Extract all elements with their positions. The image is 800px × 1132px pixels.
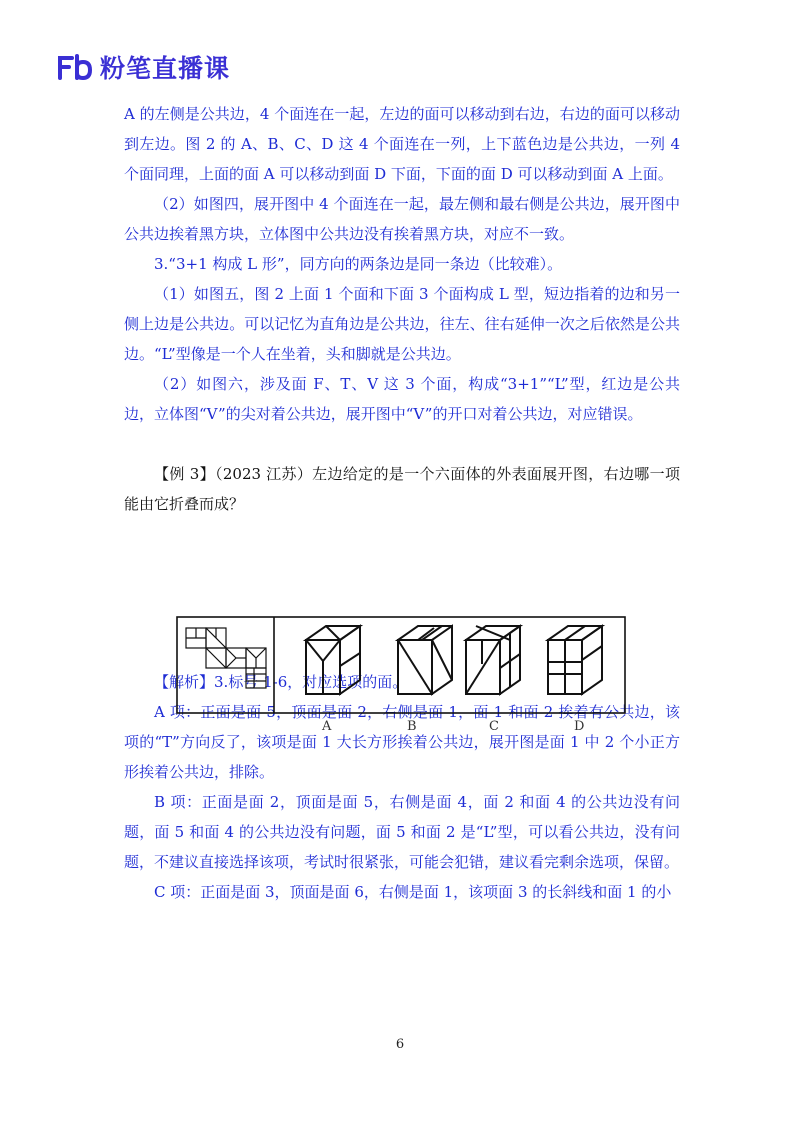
fb-logo-icon <box>58 54 94 80</box>
document-body <box>124 99 680 907</box>
analysis-intro-text: 3.标号 1-6，对应选项的面。 <box>214 673 408 691</box>
paragraph-rule-three: 3.“3+1 构成 L 形”，同方向的两条边是同一条边（比较难）。 <box>154 255 563 273</box>
option-c-cube <box>466 626 520 694</box>
analysis-item-a: A 项：正面是面 5，顶面是面 2，右侧是面 1，面 1 和面 2 挨着有公共边，该项的“T”方向反了，该项是面 1 大长方形挨着公共边，展开图是面 1 中 2 个小正方形挨着公共边，排除。 <box>124 703 680 781</box>
analysis-label: 【解析】 <box>154 673 215 691</box>
brand-logo <box>58 50 230 84</box>
analysis-item-c: C 项：正面是面 3，顶面是面 6，右侧是面 1，该项面 3 的长斜线和面 1 的小 <box>154 883 672 901</box>
page-number: 6 <box>395 1037 405 1052</box>
option-a-cube <box>306 626 360 694</box>
analysis-item-b: B 项：正面是面 2，顶面是面 5，右侧是面 4，面 2 和面 4 的公共边没有问题，面 5 和面 4 的公共边没有问题，面 5 和面 2 是“L”型，可以看公共边，没有问题，不建议直接选择该项，考试时很紧张，可能会犯错，建议看完剩余选项，保留。 <box>124 793 680 871</box>
example-label: 【例 3】 <box>154 465 216 483</box>
option-b-cube <box>398 626 452 694</box>
figure-frame <box>177 617 625 713</box>
unfolded-net <box>186 628 266 688</box>
brand-name: 粉笔直播课 <box>100 54 231 83</box>
paragraph-figure-four: （2）如图四，展开图中 4 个面连在一起，最左侧和最右侧是公共边，展开图中公共边挨着黑方块，立体图中公共边没有挨着黑方块，对应不一致。 <box>124 195 680 243</box>
example-question <box>124 459 680 519</box>
option-label-c: C <box>489 719 499 734</box>
option-label-a: A <box>322 719 332 734</box>
paragraph-common-edge-intro: A 的左侧是公共边，4 个面连在一起，左边的面可以移动到右边，右边的面可以移动到左边。图 2 的 A、B、C、D 这 4 个面连在一列，上下蓝色边是公共边，一列 4 个面同理，上面的面 A 可以移动到面 D 下面，下面的面 D 可以移动到面 A 上面。 <box>124 105 680 183</box>
question-figure <box>176 616 626 714</box>
example-text: （2023 江苏）左边给定的是一个六面体的外表面展开图，右边哪一项能由它折叠而成？ <box>124 465 680 513</box>
option-label-b: B <box>407 719 417 734</box>
paragraph-figure-five: （1）如图五，图 2 上面 1 个面和下面 3 个面构成 L 型，短边指着的边和另一侧上边是公共边。可以记忆为直角边是公共边，往左、往右延伸一次之后依然是公共边。“L”型像是一个人在坐着，头和脚就是公共边。 <box>124 285 680 363</box>
paragraph-figure-six: （2）如图六，涉及面 F、T、V 这 3 个面，构成“3+1”“L”型，红边是公共边，立体图“V”的尖对着公共边，展开图中“V”的开口对着公共边，对应错误。 <box>124 375 680 423</box>
option-d-cube <box>548 626 602 694</box>
option-label-d: D <box>574 719 585 734</box>
